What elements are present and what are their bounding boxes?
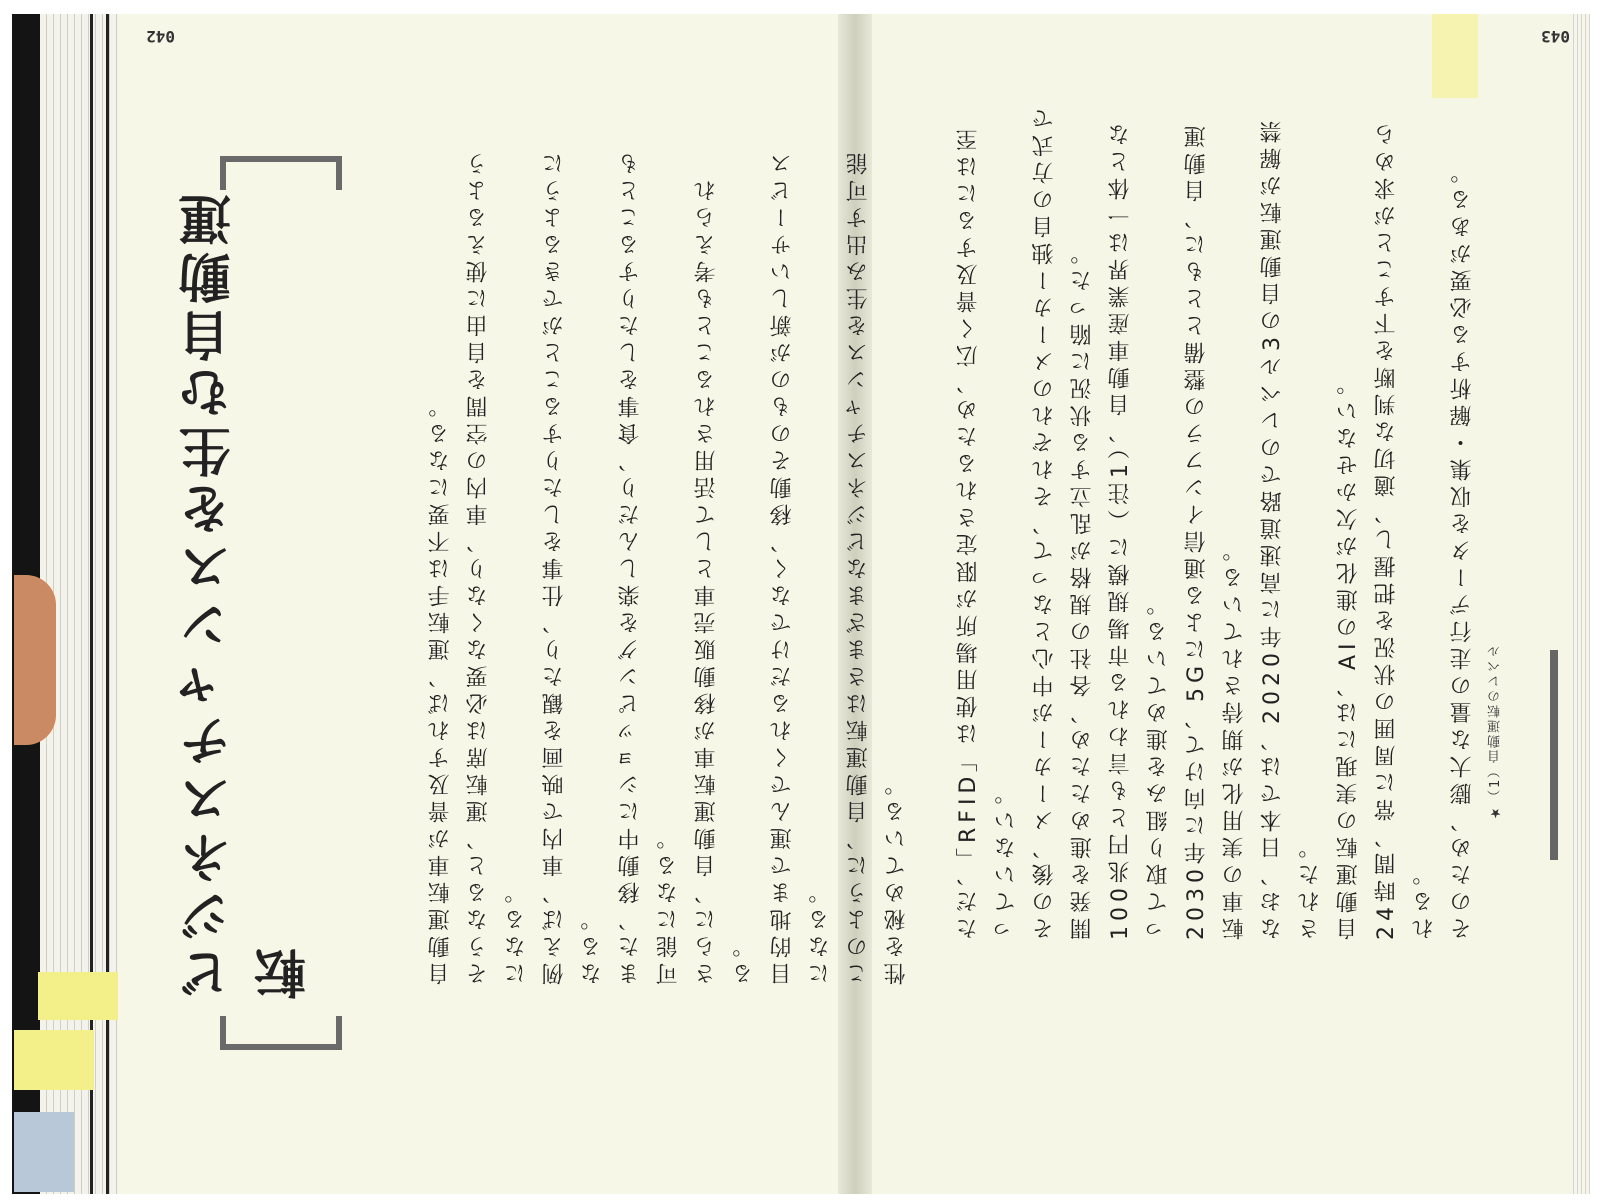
paragraph: さらに、自動運転車が移動販売車として活用されることも考えられる。 [694,175,757,985]
paragraph: 自動運転の実現には、AIの進化が欠かせない。 [1336,368,1361,940]
paragraph: その後、メーカーが中心となって、それぞれのメーカー独自の方式で開発を進めたため、各社の規格が乱立する状況に陥った。 [1032,103,1095,940]
title-bracket-top [220,1016,342,1050]
left-page-body [950,100,1475,940]
paragraph: 目的地まで運んでくれるだけでなく、移動そのものが新しいサービスになる。 [770,148,833,985]
paragraph: 24時間、常に周囲の状況を把握し、適切な判断を下すことが求められる。 [1374,119,1437,940]
paragraph: なお、日本では、2020年に高速道路でのレベル3の自動運転が解禁された。 [1260,116,1323,940]
paragraph: また、移動中にショッピングを楽しんだり、食事をしたりすることも可能になる。 [618,148,681,985]
page-number-043: 043 [1541,27,1570,46]
title-bracket-bottom [220,156,342,190]
paragraph: このように、自動運転はさまざまなビジネスチャンスを生み出す可能性を秘めている。 [846,148,909,985]
paragraph: そうなると、運転席は必要なくなり、車内の空間を自由に使えるようになる。 [466,148,529,985]
paragraph: 100兆円とも言われる市場規模に（注1）、自動車産業界は一体となって取り組みを進めている。 [1108,119,1171,940]
paragraph: ただ、「RFID」は使用場所が限定されるため、広く普及するには至っていない。 [956,123,1019,940]
page-number-042: 042 [146,27,175,46]
right-page-body [422,145,909,985]
chapter-title: ビジネスチャンスを生む自動運転 [180,188,315,1000]
paragraph: 例えば、車内で映画を観たり、仕事をしたりすることができるようになる。 [542,148,605,985]
running-head: ★（1）自動運転のレベル [1488,642,1503,820]
paragraph: 自動運転車が普及すれば、運転手は不要になる。 [428,391,453,985]
paragraph: そのため、膨大な量の走行データを収集・解析する必要がある。 [1450,157,1475,940]
paragraph: 2030年に向けて、5Gによる通信インフラの整備とともに、自動運転車の実用化が期待されている。 [1184,120,1247,940]
